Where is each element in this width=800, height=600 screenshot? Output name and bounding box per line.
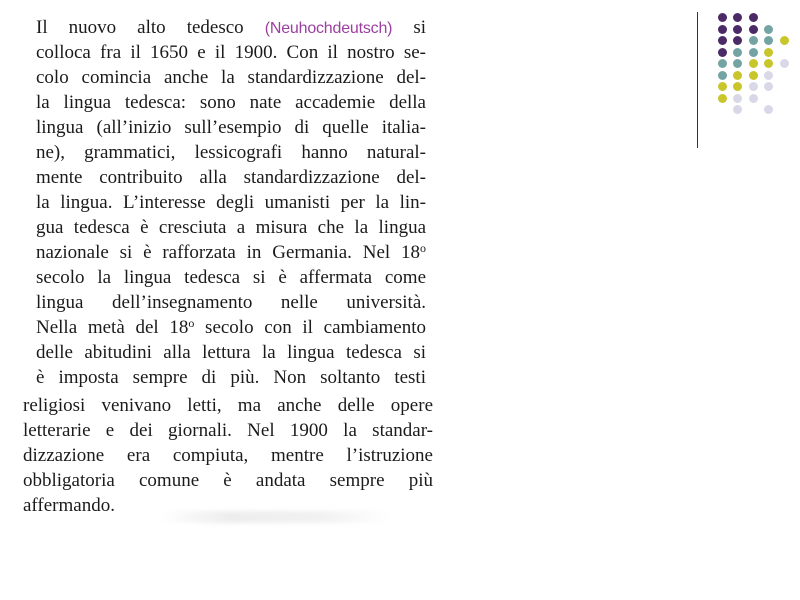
decorative-dot xyxy=(749,94,758,103)
decorative-dot xyxy=(780,36,789,45)
text-line: mente contribuito alla standardizzazione del- xyxy=(36,167,426,188)
decorative-dot xyxy=(764,71,773,80)
line-text: nazionale si è rafforzata in Germania. Nel 18 xyxy=(36,242,420,263)
decorative-dot xyxy=(764,105,773,114)
decorative-dot xyxy=(718,25,727,34)
decorative-dot xyxy=(780,59,789,68)
ordinal-superscript: o xyxy=(188,316,195,330)
decorative-dot xyxy=(764,48,773,57)
term-neuhochdeutsch: (Neuhochdeutsch) xyxy=(264,20,393,37)
decorative-dot xyxy=(749,36,758,45)
decorative-dot xyxy=(764,59,773,68)
decorative-dot xyxy=(749,25,758,34)
decorative-dot xyxy=(749,71,758,80)
text-line: lingua dell’insegnamento nelle università. xyxy=(36,292,426,313)
decorative-dot xyxy=(733,48,742,57)
decorative-dot xyxy=(733,82,742,91)
text-line: colo comincia anche la standardizzazione del- xyxy=(36,67,426,88)
decorative-dot xyxy=(764,82,773,91)
text-line: secolo la lingua tedesca si è affermata come xyxy=(36,267,426,288)
faded-scan-artifact xyxy=(160,511,390,523)
text-line xyxy=(36,240,426,267)
decorative-dot xyxy=(749,13,758,22)
text-line: delle abitudini alla lettura la lingua tedesca si xyxy=(36,342,426,363)
decorative-dot xyxy=(718,94,727,103)
text-line: obbligatoria comune è andata sempre più xyxy=(23,470,433,491)
decorative-dot xyxy=(718,36,727,45)
text-line: gua tedesca è cresciuta a misura che la lingua xyxy=(36,217,426,238)
text-line xyxy=(36,15,426,41)
decorative-dot xyxy=(733,25,742,34)
decorative-dot xyxy=(718,13,727,22)
text-line xyxy=(36,315,426,342)
text-line: dizzazione era compiuta, mentre l’istruzione xyxy=(23,445,433,466)
decorative-dot xyxy=(733,36,742,45)
line-text: si xyxy=(392,17,426,38)
decorative-dot xyxy=(764,36,773,45)
decorative-dot xyxy=(718,71,727,80)
text-line: letterarie e dei giornali. Nel 1900 la standar- xyxy=(23,420,433,441)
ordinal-superscript: o xyxy=(420,241,426,255)
text-line: affermando. xyxy=(23,495,115,516)
line-text: Nella metà del 18 xyxy=(36,317,189,338)
decorative-dot xyxy=(718,48,727,57)
text-line: ne), grammatici, lessicografi hanno natural- xyxy=(36,142,426,163)
decorative-dot xyxy=(733,13,742,22)
text-line: la lingua. L’interesse degli umanisti per la lin- xyxy=(36,192,426,213)
decorative-dot xyxy=(733,105,742,114)
decorative-dot xyxy=(718,59,727,68)
text-line: è imposta sempre di più. Non soltanto testi xyxy=(36,367,426,388)
line-text: secolo con il cambiamento xyxy=(194,317,426,338)
decorative-dot xyxy=(733,59,742,68)
decorative-dot xyxy=(718,82,727,91)
text-line: colloca fra il 1650 e il 1900. Con il nostro se- xyxy=(36,42,426,63)
decorative-dot xyxy=(764,25,773,34)
text-line: religiosi venivano letti, ma anche delle opere xyxy=(23,395,433,416)
text-line: lingua (all’inizio sull’esempio di quelle italia- xyxy=(36,117,426,138)
decorative-dot xyxy=(733,94,742,103)
decorative-dot xyxy=(749,48,758,57)
decorative-dot xyxy=(749,59,758,68)
decorative-dot xyxy=(733,71,742,80)
line-text: Il nuovo alto tedesco xyxy=(36,17,265,38)
decorative-dot xyxy=(749,82,758,91)
text-line: la lingua tedesca: sono nate accademie della xyxy=(36,92,426,113)
decorative-divider xyxy=(697,12,698,148)
